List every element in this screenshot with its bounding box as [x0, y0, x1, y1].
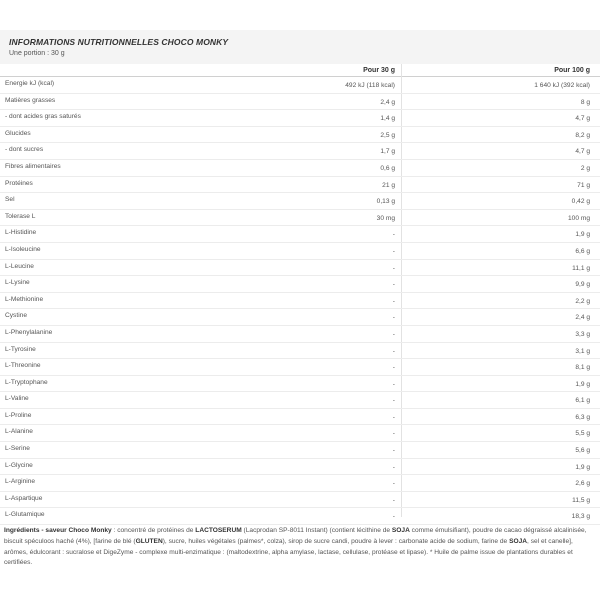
allergen: SOJA — [509, 537, 528, 545]
value-per-30g: - — [392, 364, 395, 372]
value-per-30g: - — [392, 496, 395, 504]
table-row — [0, 210, 600, 227]
value-per-100g: 1,9 g — [575, 231, 590, 239]
ingredients-part: (Lacprodan SP-8011 Instant) (contient lécithine de — [241, 527, 392, 534]
nutrient-label: L-Valine — [5, 395, 29, 403]
value-per-100g: 18,3 g — [571, 513, 590, 521]
value-per-30g: 1,4 g — [380, 115, 395, 123]
table-row — [0, 309, 600, 326]
value-per-30g: - — [392, 380, 395, 388]
table-row — [0, 127, 600, 144]
value-per-100g: 1 640 kJ (392 kcal) — [534, 82, 590, 89]
value-per-30g: - — [392, 513, 395, 521]
nutrient-label: L-Proline — [5, 411, 32, 419]
ingredients-part: , sel et canelle], arômes, édulcorant : sucralose et DigeZyme - complexe multi-enzimatique : (maltodextrine, alpha amylase, lactase, cellulase, protéase et lipase). * Huile de palme issue de plantations durables et certifiées. — [4, 537, 573, 567]
nutrient-label: Matières grasses — [5, 96, 56, 104]
nutrient-label: L-Lysine — [5, 279, 30, 287]
value-per-30g: - — [392, 397, 395, 405]
table-row — [0, 359, 600, 376]
value-per-100g: 2,2 g — [575, 297, 590, 305]
value-per-100g: 6,1 g — [575, 397, 590, 405]
value-per-100g: 8,2 g — [575, 131, 590, 139]
table-row — [0, 160, 600, 177]
value-per-100g: 100 mg — [568, 214, 590, 222]
allergen: SOJA — [391, 527, 410, 534]
table-row — [0, 508, 600, 525]
table-row — [0, 143, 600, 160]
nutrient-label: L-Tryptophane — [5, 378, 48, 386]
value-per-100g: 2,6 g — [575, 480, 590, 488]
nutrient-label: Cystine — [5, 312, 27, 320]
table-row — [0, 293, 600, 310]
value-per-100g: 71 g — [577, 181, 590, 189]
value-per-100g: 11,5 g — [572, 496, 590, 504]
value-per-30g: - — [392, 231, 395, 239]
table-row — [0, 442, 600, 459]
column-header-100g: Pour 100 g — [554, 67, 590, 74]
header-band — [0, 30, 600, 64]
ingredients-part: ), sucre, huiles végétales (palmes*, colza), sirop de sucre candi, poudre à lever : carbonate acide de sodium, farine de — [162, 537, 510, 545]
nutrient-label: L-Glutamique — [5, 511, 45, 519]
value-per-30g: 1,7 g — [380, 148, 395, 156]
value-per-100g: 4,7 g — [575, 148, 590, 156]
table-row — [0, 326, 600, 343]
nutrition-table — [0, 77, 600, 525]
nutrient-label: Sel — [5, 196, 15, 204]
table-row — [0, 343, 600, 360]
value-per-100g: 1,9 g — [575, 380, 590, 388]
value-per-100g: 0,42 g — [571, 198, 590, 206]
value-per-30g: - — [392, 447, 395, 455]
nutrient-label: - dont acides gras saturés — [5, 113, 81, 121]
value-per-100g: 4,7 g — [575, 115, 590, 123]
page-title: INFORMATIONS NUTRITIONNELLES CHOCO MONKY — [9, 37, 229, 47]
ingredients-part: : concentré de protéines de — [111, 527, 196, 534]
allergen: LACTOSERUM — [195, 527, 242, 534]
table-row — [0, 475, 600, 492]
value-per-30g: - — [392, 247, 395, 255]
table-row — [0, 425, 600, 442]
portion-subtitle: Une portion : 30 g — [9, 50, 65, 57]
value-per-30g: - — [392, 430, 395, 438]
value-per-30g: - — [392, 314, 395, 322]
nutrient-label: Glucides — [5, 129, 31, 137]
value-per-30g: 21 g — [382, 181, 395, 189]
nutrient-label: L-Serine — [5, 445, 30, 453]
nutrient-label: L-Leucine — [5, 262, 34, 270]
table-row — [0, 260, 600, 277]
value-per-30g: 2,4 g — [380, 98, 395, 106]
ingredients-text — [4, 526, 594, 569]
value-per-100g: 5,6 g — [575, 447, 590, 455]
value-per-100g: 6,6 g — [575, 247, 590, 255]
value-per-30g: 0,13 g — [376, 198, 395, 206]
value-per-100g: 2 g — [580, 164, 590, 172]
value-per-30g: - — [392, 347, 395, 355]
nutrient-label: L-Isoleucine — [5, 245, 41, 253]
value-per-30g: - — [392, 264, 395, 272]
value-per-100g: 8,1 g — [575, 364, 590, 372]
value-per-100g: 11,1 g — [572, 264, 590, 272]
value-per-100g: 2,4 g — [575, 314, 590, 322]
table-row — [0, 226, 600, 243]
nutrient-label: Protéines — [5, 179, 33, 187]
value-per-30g: - — [392, 480, 395, 488]
value-per-30g: 492 kJ (118 kcal) — [345, 82, 395, 89]
table-row — [0, 177, 600, 194]
nutrient-label: L-Alanine — [5, 428, 33, 436]
nutrient-label: L-Histidine — [5, 229, 37, 237]
value-per-100g: 9,9 g — [575, 281, 590, 289]
table-row — [0, 94, 600, 111]
nutrient-label: L-Methionine — [5, 295, 44, 303]
value-per-100g: 3,1 g — [575, 347, 590, 355]
nutrient-label: Fibres alimentaires — [5, 162, 61, 170]
value-per-100g: 6,3 g — [575, 413, 590, 421]
value-per-30g: - — [392, 413, 395, 421]
value-per-30g: 30 mg — [376, 214, 395, 222]
value-per-30g: - — [392, 330, 395, 338]
value-per-100g: 5,5 g — [575, 430, 590, 438]
value-per-30g: 2,5 g — [380, 131, 395, 139]
table-row — [0, 409, 600, 426]
nutrient-label: L-Threonine — [5, 362, 41, 370]
nutrient-label: L-Phenylalanine — [5, 328, 53, 336]
allergen: GLUTEN — [135, 537, 163, 545]
ingredients-label: Ingrédients - saveur Choco Monky — [4, 527, 112, 534]
value-per-30g: - — [392, 281, 395, 289]
nutrient-label: L-Aspartique — [5, 494, 43, 502]
table-row — [0, 77, 600, 94]
table-row — [0, 376, 600, 393]
table-row — [0, 459, 600, 476]
value-per-100g: 8 g — [580, 98, 590, 106]
table-row — [0, 392, 600, 409]
table-row — [0, 276, 600, 293]
nutrient-label: - dont sucres — [5, 146, 44, 154]
table-row — [0, 492, 600, 509]
table-row — [0, 110, 600, 127]
table-row — [0, 193, 600, 210]
nutrient-label: L-Tyrosine — [5, 345, 36, 353]
nutrient-label: Tolerase L — [5, 212, 36, 220]
nutrient-label: Energie kJ (kcal) — [5, 80, 55, 87]
value-per-30g: 0,6 g — [380, 164, 395, 172]
value-per-30g: - — [392, 297, 395, 305]
ingredients-part: comme émulsifiant), poudre de cacao dégraissé alcalinisée, biscuit spéculoos haché (4%), [farine de blé ( — [4, 527, 587, 545]
value-per-100g: 3,3 g — [575, 330, 590, 338]
nutrient-label: L-Arginine — [5, 478, 36, 486]
value-per-30g: - — [392, 463, 395, 471]
column-header-30g: Pour 30 g — [363, 67, 395, 74]
nutrient-label: L-Glycine — [5, 461, 33, 469]
value-per-100g: 1,9 g — [575, 463, 590, 471]
table-row — [0, 243, 600, 260]
